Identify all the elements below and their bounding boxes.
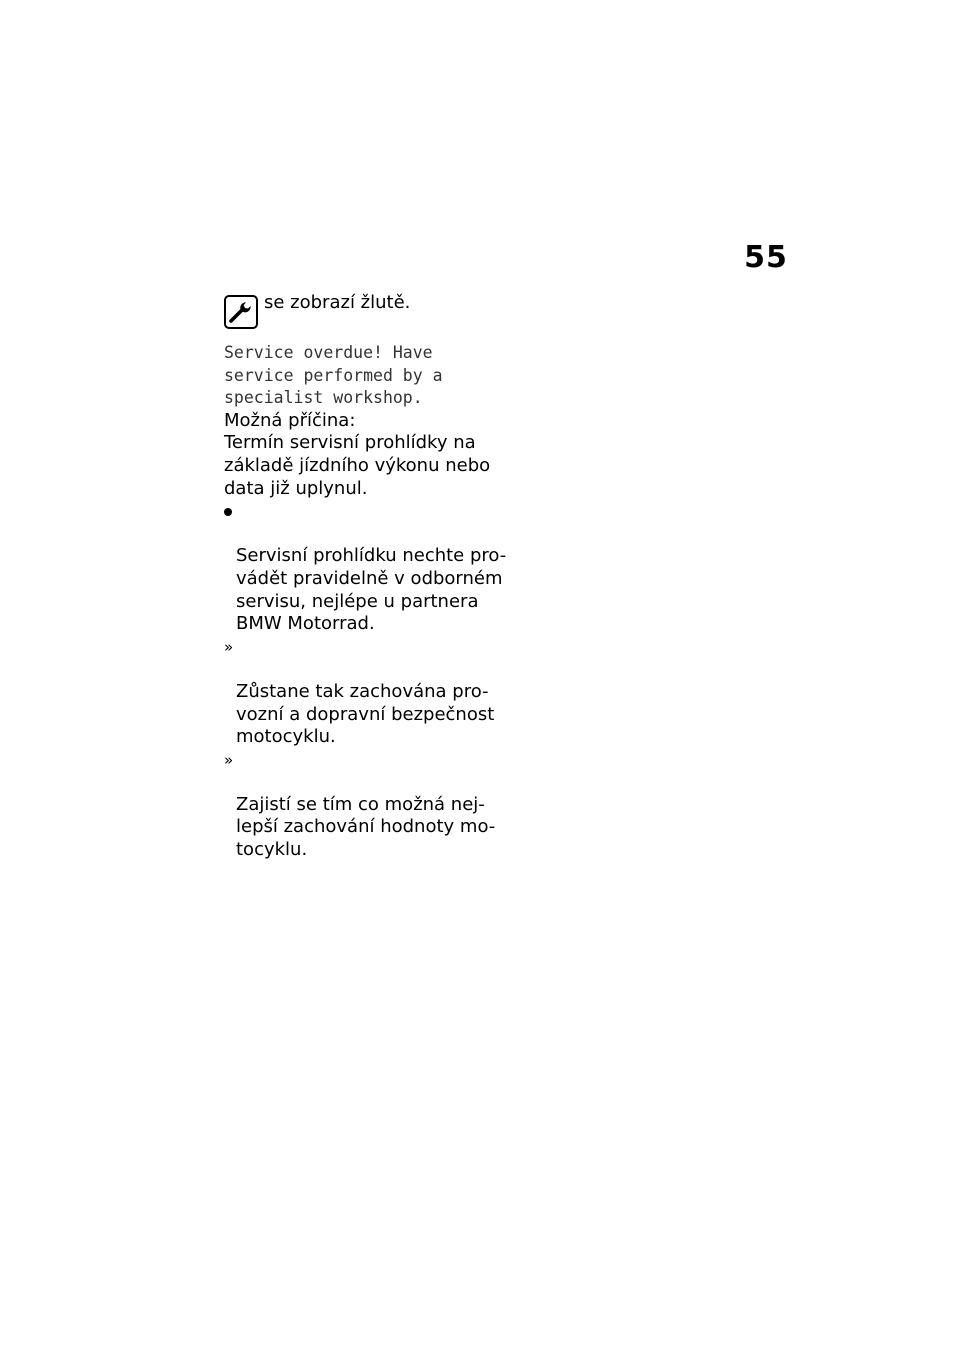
page-content <box>224 292 514 862</box>
wrench-icon <box>224 295 258 329</box>
action-item <box>224 500 514 636</box>
cause-text: Termín servisní prohlídky na základě jízdního výkonu nebo data již uplynul. <box>224 432 491 499</box>
result-text: Zajistí se tím co možná nej- lepší zachování hodnoty mo- tocyklu. <box>236 793 496 861</box>
indicator-text: se zobrazí žlutě. <box>264 292 411 313</box>
result-text: Zůstane tak zachována pro- vozní a dopravní bezpečnost motocyklu. <box>236 680 495 748</box>
result-item <box>224 636 514 749</box>
result-item <box>224 749 514 862</box>
indicator-row <box>224 292 514 342</box>
display-message: Service overdue! Have service performed by a specialist workshop. <box>224 343 443 408</box>
page-number: 55 <box>744 240 788 275</box>
action-text: Servisní prohlídku nechte pro- vádět pravidelně v odborném servisu, nejlépe u partnera BMW Motorrad. <box>236 545 507 635</box>
result-marker: » <box>224 637 234 656</box>
action-list <box>224 500 514 862</box>
cause-heading: Možná příčina: <box>224 409 356 431</box>
bullet-marker <box>224 508 232 516</box>
result-marker: » <box>224 750 234 769</box>
